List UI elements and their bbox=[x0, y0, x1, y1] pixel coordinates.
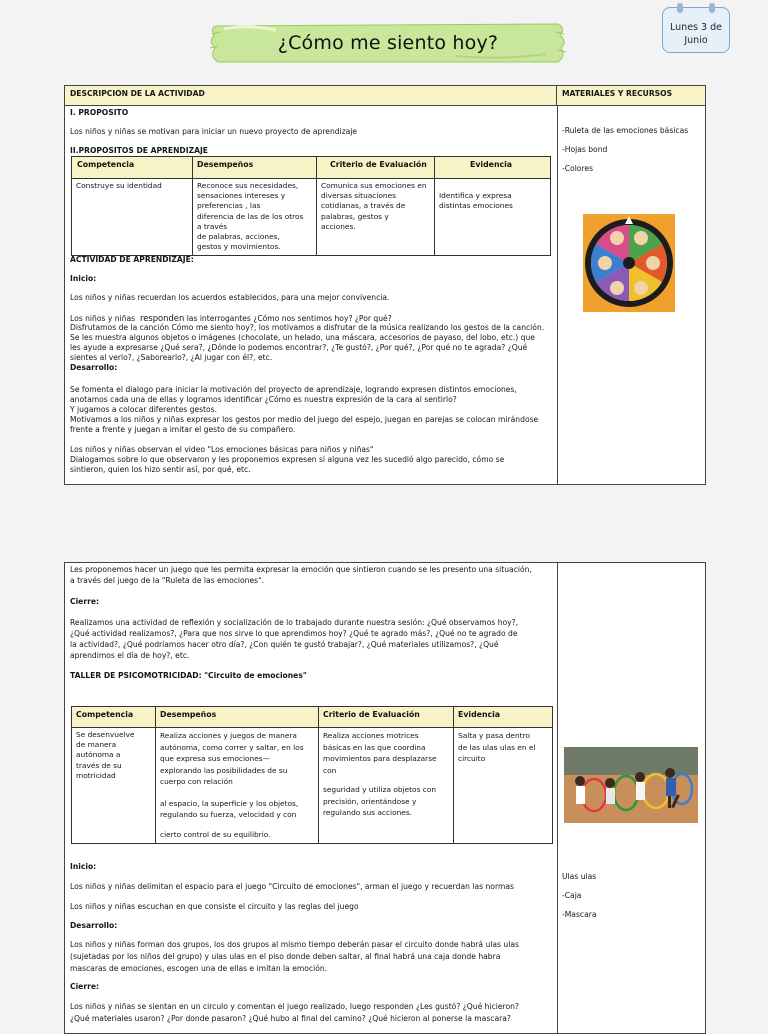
cierre-paragraph: ¿Qué materiales usaron? ¿Por donde pasaron? ¿Qué hubo al final del camino? ¿Qué hicieron al ponerse la mascara? bbox=[70, 1014, 511, 1023]
desarrollo-title: Desarrollo: bbox=[70, 363, 118, 372]
evidencia-line: de las ulas ulas en el bbox=[458, 742, 536, 752]
competencias-table-1 bbox=[71, 156, 551, 256]
evidencia-line: distintas emociones bbox=[439, 201, 513, 211]
inicio-paragraph: Los niños y niñas delimitan el espacio para el juego "Circuito de emociones", arman el juego y recuerdan las normas bbox=[70, 882, 514, 891]
desarrollo-paragraph: sintieron, quien los hizo sentir así, por qué, etc. bbox=[70, 465, 251, 474]
competencia-line: de manera bbox=[76, 740, 117, 750]
inicio-paragraph: Los niños y niñas recuerdan los acuerdos establecidos, para una mejor convivencia. bbox=[70, 293, 390, 302]
proposito-text: Los niños y niñas se motivan para iniciar un nuevo proyecto de aprendizaje bbox=[70, 127, 358, 136]
inicio-paragraph: Disfrutamos de la canción Cómo me siento hoy?, los motivamos a disfrutar de la música realizando los gestos de la canción. bbox=[70, 323, 545, 332]
desempeno-line: explorando las posibilidades de su bbox=[160, 765, 288, 775]
cierre-title: Cierre: bbox=[70, 982, 100, 991]
date-line-2: Junio bbox=[684, 35, 708, 46]
desempeno-line: gestos y movimientos. bbox=[197, 242, 281, 252]
inner-col-line bbox=[453, 707, 454, 843]
desempeno-line: cuerpo con relación bbox=[160, 777, 233, 786]
desempeno-line: preferencias , las bbox=[197, 201, 261, 211]
spacer bbox=[160, 788, 316, 798]
criterio-line: Comunica sus emociones en bbox=[321, 181, 427, 190]
desarrollo-paragraph: Dialogamos sobre lo que observaron y les proponemos expresen si alguna vez les sucedió algo parecido, cómo se bbox=[70, 455, 505, 464]
desempeno-line: de palabras, acciones, bbox=[197, 232, 280, 242]
inner-col-line bbox=[155, 707, 156, 843]
inner-col-line bbox=[192, 157, 193, 255]
desarrollo-paragraph: Los niños y niñas observan el video "Los emociones básicas para niños y niñas" bbox=[70, 445, 374, 454]
desempeno-line: regulando su fuerza, velocidad y con bbox=[160, 810, 297, 819]
taller-title bbox=[70, 671, 307, 681]
desempeno-line: Realiza acciones y juegos de manera bbox=[160, 731, 297, 740]
spacer bbox=[160, 821, 316, 829]
desempeno-line: autónoma, como correr y saltar, en los bbox=[160, 742, 304, 752]
desarrollo-paragraph: Los niños y niñas forman dos grupos, los dos grupos al mismo tiempo deberán pasar el circuito donde habrá ulas ulas bbox=[70, 940, 519, 949]
table1-header-left bbox=[65, 86, 557, 106]
cierre-paragraph: ¿Qué actividad realizamos?, ¿Para que nos sirve lo que aprendimos hoy? ¿Qué te agrado más?, ¿Qué no te agrado de bbox=[70, 629, 518, 638]
cierre-paragraph: aprendimos el día de hoy?, etc. bbox=[70, 651, 190, 660]
taller-name: "Circuito de emociones" bbox=[204, 671, 307, 680]
inicio-title: Inicio: bbox=[70, 862, 97, 871]
desempeno-line: diferencia de las de los otros bbox=[197, 211, 304, 221]
desempeno-line: sensaciones intereses y bbox=[197, 191, 286, 201]
desempenos-value bbox=[197, 181, 313, 252]
competencia-line: través de su bbox=[76, 760, 122, 770]
inner-header-line bbox=[72, 178, 550, 179]
header-description: DESCRIPCION DE LA ACTIVIDAD bbox=[70, 89, 205, 98]
desempeno-line: Reconoce sus necesidades, bbox=[197, 181, 299, 190]
desarrollo-paragraph: mascaras de emociones, escogen una de ellas e imitan la emoción. bbox=[70, 964, 328, 973]
inner-col-line bbox=[318, 707, 319, 843]
criterio-line: movimientos para desplazarse bbox=[323, 754, 437, 763]
evidencia-line: circuito bbox=[458, 754, 486, 763]
criterio-line: básicas en las que coordina bbox=[323, 742, 426, 752]
table1-header-right bbox=[557, 86, 705, 106]
inicio-text: Los niños y niñas bbox=[70, 314, 136, 323]
taller-label: TALLER DE PSICOMOTRICIDAD: bbox=[70, 671, 202, 680]
competencias-table-2 bbox=[71, 706, 553, 844]
criterio-line: palabras, gestos y bbox=[321, 211, 389, 221]
desarrollo-paragraph: Motivamos a los niños y niñas expresar los gestos por medio del juego del espejo, juegan en parejas se colocan mirándose bbox=[70, 415, 539, 424]
inner-col-line bbox=[316, 157, 317, 255]
desempeno-line: que expresa sus emociones— bbox=[160, 754, 271, 763]
spacer bbox=[323, 776, 451, 784]
desarrollo-paragraph: anotamos cada una de ellas y logramos identificar ¿Cómo es nuestra expresión de la cara al sentirlo? bbox=[70, 395, 457, 404]
inner-col-line bbox=[434, 157, 435, 255]
competencia-value bbox=[76, 730, 152, 781]
emotion-wheel-image bbox=[583, 214, 675, 312]
inicio-title: Inicio: bbox=[70, 274, 97, 283]
competencia-line: Se desenvuelve bbox=[76, 730, 135, 739]
inicio-text-emphasis: responden bbox=[139, 313, 185, 323]
material-item: -Hojas bond bbox=[562, 145, 608, 154]
intro-paragraph: a través del juego de la "Ruleta de las emociones". bbox=[70, 576, 265, 585]
cierre-paragraph: la actividad?, ¿Qué podríamos hacer otro día?, ¿Con quién te gustó trabajar?, ¿Qué materiales utilizamos?, ¿Qué bbox=[70, 640, 499, 649]
desempenos-value bbox=[160, 730, 316, 840]
title-banner bbox=[206, 18, 570, 68]
inicio-paragraph: Se les muestra algunos objetos o imágenes (chocolate, un helado, una máscara, accesorios de payaso, del lobo, etc.) que bbox=[70, 333, 535, 342]
material-item: -Caja bbox=[562, 891, 582, 900]
actividad-title: ACTIVIDAD DE APRENDIZAJE: bbox=[70, 255, 194, 264]
competencia-line: autónoma a bbox=[76, 750, 121, 760]
evidencia-line: Identifica y expresa bbox=[439, 191, 512, 200]
criterio-line: con bbox=[323, 765, 337, 775]
criterio-line: precisión, orientándose y bbox=[323, 796, 417, 806]
material-item: -Colores bbox=[562, 164, 594, 173]
th-desempenos: Desempeños bbox=[197, 160, 254, 169]
date-badge bbox=[662, 7, 730, 53]
intro-paragraph: Les proponemos hacer un juego que les permita expresar la emoción que sintieron cuando se les presento una situación, bbox=[70, 565, 532, 574]
inicio-paragraph: les ayude a expresarse ¿Qué sera?, ¿Dónde lo podemos encontrar?, ¿Te gustó?, ¿Por qué?, ¿Por qué no te agrada? ¿Qué bbox=[70, 343, 528, 352]
inicio-paragraph: sientes al verlo?, ¿Saborearlo?, ¿Al jugar con él?, etc. bbox=[70, 353, 273, 362]
cierre-paragraph: Realizamos una actividad de reflexión y socialización de lo trabajado durante nuestra sesión: ¿Qué observamos hoy?, bbox=[70, 618, 519, 627]
criterio-value bbox=[323, 730, 451, 819]
th-evidencia: Evidencia bbox=[458, 710, 501, 719]
activity-table-2 bbox=[64, 562, 706, 1034]
th-evidencia: Evidencia bbox=[470, 160, 513, 169]
calendar-ring-icon bbox=[709, 3, 715, 13]
competencia-value: Construye su identidad bbox=[76, 181, 162, 190]
th-competencia: Competencia bbox=[76, 710, 134, 719]
criterio-line: diversas situaciones bbox=[321, 191, 397, 201]
cierre-paragraph: Los niños y niñas se sientan en un circulo y comentan el juego realizado, luego responden ¿Les gustó? ¿Qué hicieron? bbox=[70, 1002, 520, 1011]
propositos-aprendizaje-title: II.PROPOSITOS DE APRENDIZAJE bbox=[70, 146, 208, 155]
evidencia-line: Salta y pasa dentro bbox=[458, 731, 530, 740]
column-divider bbox=[557, 563, 558, 1033]
activity-table-1 bbox=[64, 85, 706, 485]
desarrollo-paragraph: frente a frente y juegan a imitar el gesto de su compañero. bbox=[70, 425, 296, 434]
criterio-value bbox=[321, 181, 431, 232]
th-criterio: Criterio de Evaluación bbox=[330, 160, 427, 169]
column-divider bbox=[557, 106, 558, 484]
material-item: Ulas ulas bbox=[562, 872, 597, 881]
th-competencia: Competencia bbox=[77, 160, 135, 169]
desarrollo-paragraph: Se fomenta el dialogo para iniciar la motivación del proyecto de aprendizaje, logrando expresen distintos emociones, bbox=[70, 385, 517, 394]
criterio-line: cotidianas, a través de bbox=[321, 201, 406, 211]
inicio-paragraph: Los niños y niñas escuchan en que consiste el circuito y las reglas del juego bbox=[70, 902, 359, 911]
date-line-1: Lunes 3 de bbox=[670, 22, 722, 33]
page-title: ¿Cómo me siento hoy? bbox=[277, 32, 499, 54]
criterio-line: Realiza acciones motrices bbox=[323, 731, 419, 740]
th-desempenos: Desempeños bbox=[160, 710, 217, 719]
evidencia-value bbox=[458, 730, 550, 765]
calendar-ring-icon bbox=[677, 3, 683, 13]
desempeno-line: cierto control de su equilibrio. bbox=[160, 829, 271, 839]
proposito-title: I. PROPOSITO bbox=[70, 108, 129, 117]
desempeno-line: al espacio, la superficie y los objetos, bbox=[160, 798, 299, 808]
th-criterio: Criterio de Evaluación bbox=[323, 710, 420, 719]
children-hoops-photo bbox=[564, 747, 698, 823]
criterio-line: regulando sus acciones. bbox=[323, 808, 413, 817]
inicio-text: las interrogantes ¿Cómo nos sentimos hoy? ¿Por qué? bbox=[186, 314, 392, 323]
desarrollo-title: Desarrollo: bbox=[70, 921, 118, 930]
material-item: -Mascara bbox=[562, 910, 597, 919]
competencia-line: motricidad bbox=[76, 770, 116, 780]
inner-header-line bbox=[72, 727, 552, 728]
material-item: -Ruleta de las emociones básicas bbox=[562, 126, 689, 135]
header-materials: MATERIALES Y RECURSOS bbox=[562, 89, 673, 98]
desarrollo-paragraph: Y jugamos a colocar diferentes gestos. bbox=[70, 405, 218, 414]
desarrollo-paragraph: (sujetadas por los niños del grupo) y ulas ulas en el piso donde deben saltar, al final habrá una caja donde habra bbox=[70, 952, 501, 961]
criterio-line: acciones. bbox=[321, 221, 356, 231]
evidencia-value bbox=[439, 191, 547, 211]
criterio-line: seguridad y utiliza objetos con bbox=[323, 785, 437, 794]
cierre-title: Cierre: bbox=[70, 597, 100, 606]
desempeno-line: a través bbox=[197, 221, 228, 231]
